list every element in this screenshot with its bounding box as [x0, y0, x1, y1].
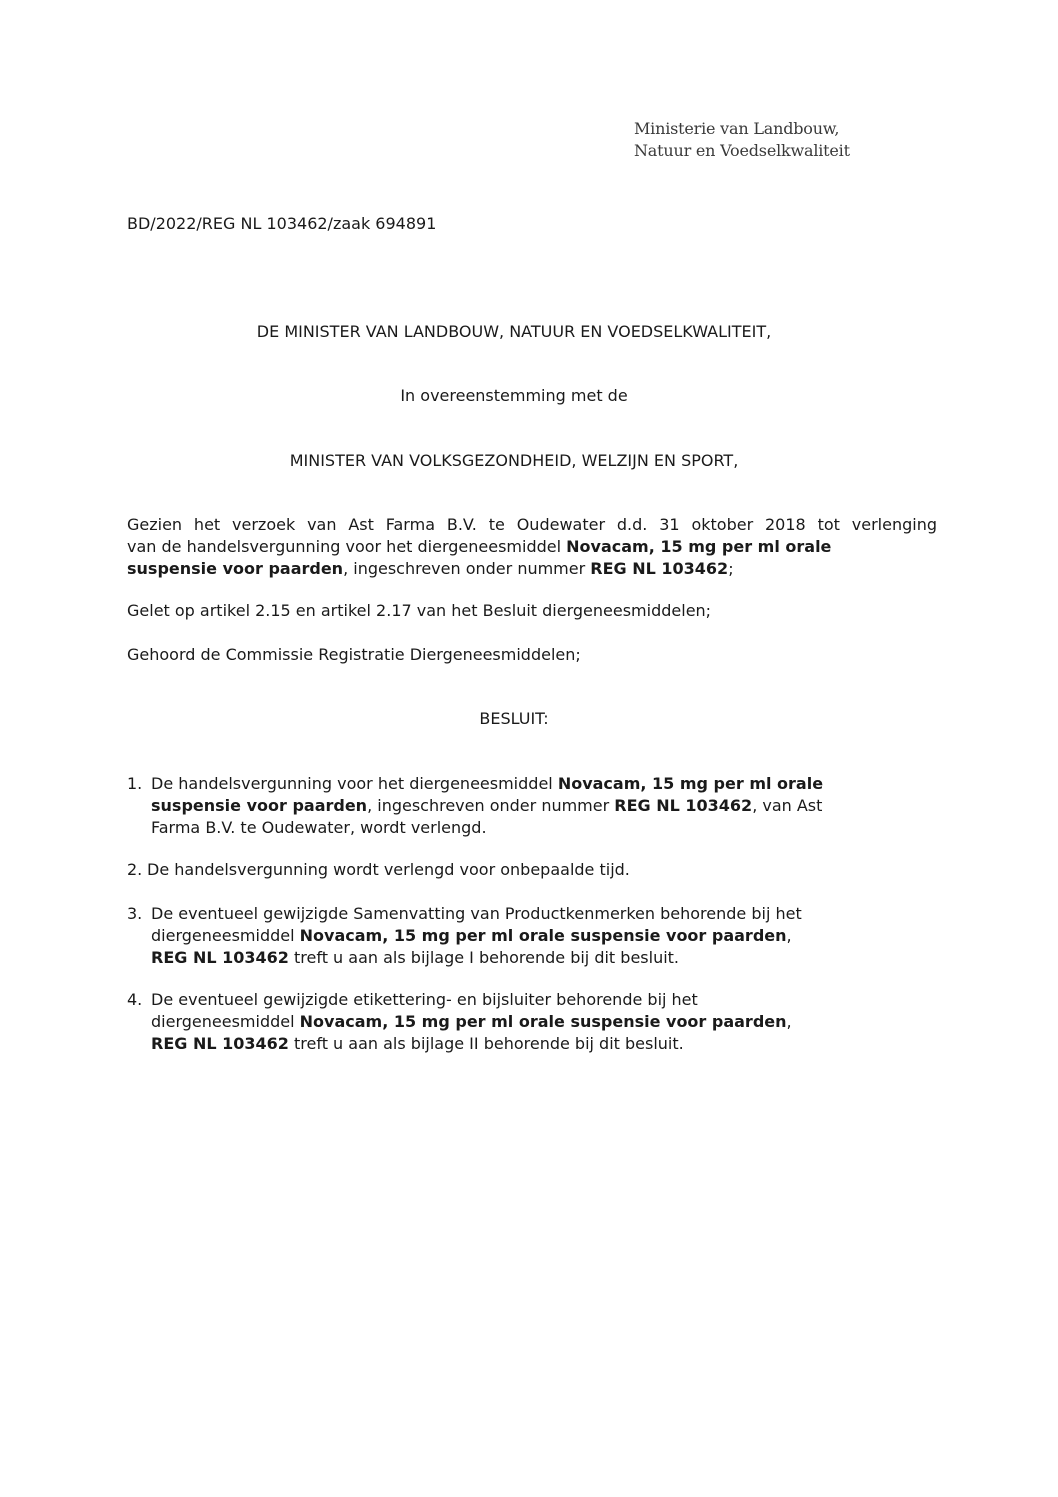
product-name: Novacam, 15 mg per ml orale suspensie voor paarden — [299, 1012, 787, 1031]
item-line — [151, 925, 927, 947]
registration-number: REG NL 103462 — [151, 948, 289, 967]
besluit-heading: BESLUIT: — [479, 709, 549, 728]
item-text: , van Ast — [752, 796, 823, 815]
item-text: , — [786, 926, 792, 945]
item-text: treft u aan als bijlage II behorende bij dit besluit. — [288, 1034, 684, 1053]
item-number: 1. — [127, 774, 143, 793]
ministry-letterhead — [634, 118, 850, 162]
product-name: Novacam, 15 mg per ml orale — [557, 774, 824, 793]
gezien-text: ; — [728, 559, 734, 578]
item-number: 2. — [127, 860, 143, 879]
gehoord-text: Gehoord de Commissie Registratie Diergeneesmiddelen; — [127, 645, 581, 664]
gezien-line-1: Gezien het verzoek van Ast Farma B.V. te Oudewater d.d. 31 oktober 2018 tot verlenging — [127, 515, 937, 534]
item-text: , ingeschreven onder nummer — [367, 796, 615, 815]
item-body — [151, 903, 927, 969]
minister-heading: DE MINISTER VAN LANDBOUW, NATUUR EN VOEDSELKWALITEIT, — [256, 322, 772, 341]
item-number: 4. — [127, 990, 143, 1009]
item-line — [151, 947, 927, 969]
gezien-line-2 — [127, 536, 937, 558]
item-text: diergeneesmiddel — [151, 926, 300, 945]
product-name-cont: suspensie voor paarden — [127, 559, 344, 578]
product-name-cont: suspensie voor paarden — [151, 796, 368, 815]
second-minister-heading: MINISTER VAN VOLKSGEZONDHEID, WELZIJN EN SPORT, — [289, 451, 739, 470]
product-name: Novacam, 15 mg per ml orale suspensie voor paarden — [299, 926, 787, 945]
item-line: De handelsvergunning wordt verlengd voor onbepaalde tijd. — [147, 860, 630, 879]
gezien-paragraph — [127, 514, 937, 580]
item-line: De eventueel gewijzigde Samenvatting van Productkenmerken behorende bij het — [151, 904, 802, 923]
letterhead-line-2: Natuur en Voedselkwaliteit — [634, 141, 850, 160]
item-body — [151, 989, 927, 1055]
item-number: 3. — [127, 904, 143, 923]
gelet-text: Gelet op artikel 2.15 en artikel 2.17 van het Besluit diergeneesmiddelen; — [127, 601, 712, 620]
item-line — [151, 795, 927, 817]
item-line: De eventueel gewijzigde etikettering- en bijsluiter behorende bij het — [151, 990, 698, 1009]
item-line: Farma B.V. te Oudewater, wordt verlengd. — [151, 818, 487, 837]
item-text: diergeneesmiddel — [151, 1012, 300, 1031]
item-line — [151, 773, 927, 795]
item-body — [147, 859, 923, 881]
item-line — [151, 1033, 927, 1055]
item-text: treft u aan als bijlage I behorende bij dit besluit. — [288, 948, 680, 967]
gelet-paragraph — [127, 600, 937, 622]
item-text: , — [786, 1012, 792, 1031]
gehoord-paragraph — [127, 644, 937, 666]
agreement-line: In overeenstemming met de — [400, 386, 628, 405]
registration-number: REG NL 103462 — [614, 796, 753, 815]
gezien-line-3 — [127, 558, 937, 580]
product-name: Novacam, 15 mg per ml orale — [566, 537, 832, 556]
gezien-text: , ingeschreven onder nummer — [343, 559, 591, 578]
gezien-text: van de handelsvergunning voor het diergeneesmiddel — [127, 537, 567, 556]
registration-number: REG NL 103462 — [151, 1034, 289, 1053]
item-line — [151, 1011, 927, 1033]
letterhead-line-1: Ministerie van Landbouw, — [634, 119, 840, 138]
item-body — [151, 773, 927, 839]
reference-number: BD/2022/REG NL 103462/zaak 694891 — [127, 214, 437, 233]
registration-number: REG NL 103462 — [590, 559, 729, 578]
item-text: De handelsvergunning voor het diergeneesmiddel — [151, 774, 558, 793]
